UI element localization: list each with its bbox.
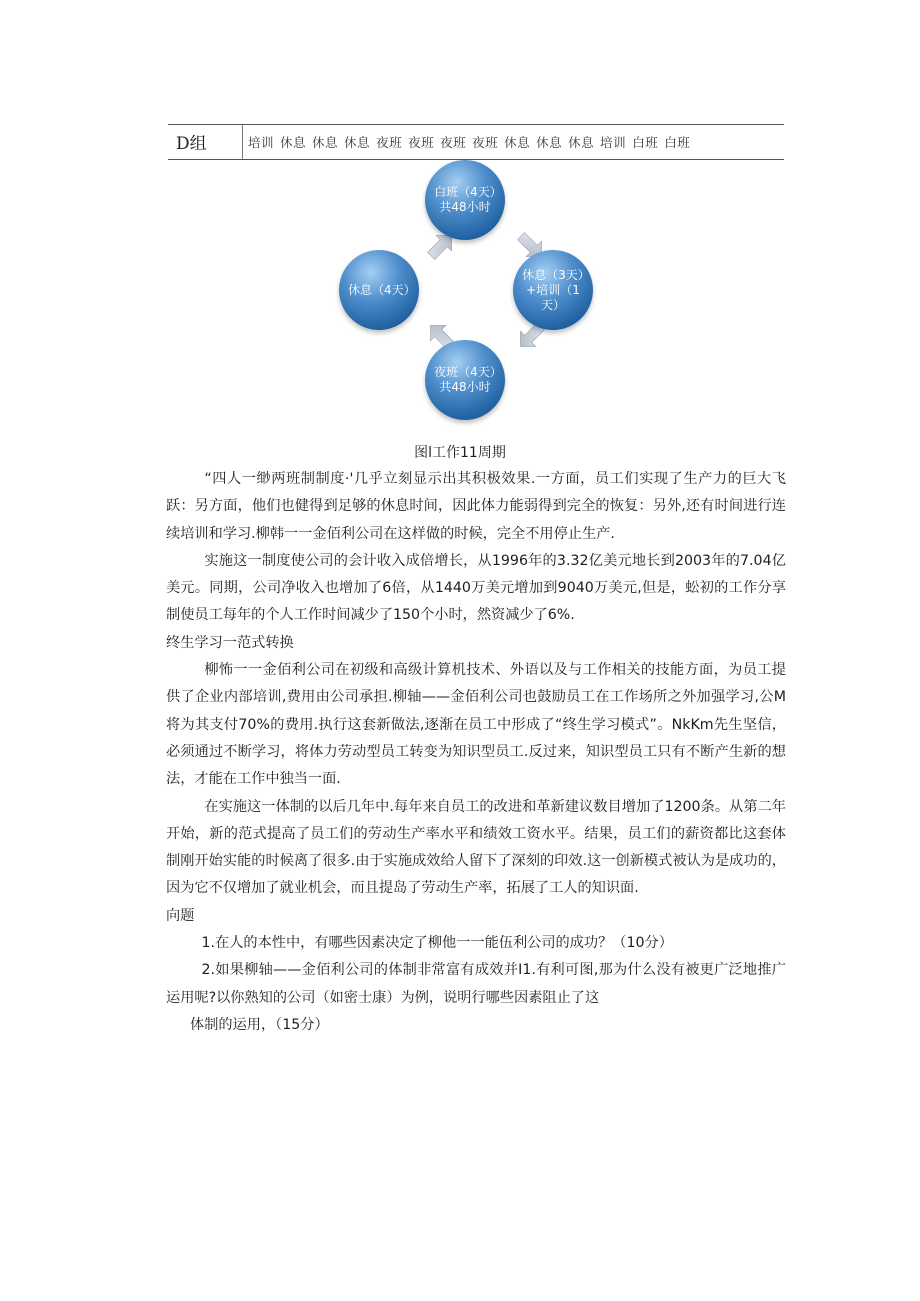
- question-continuation: 体制的运用，（15分）: [190, 1016, 329, 1033]
- shift-schedule-table: [168, 124, 784, 160]
- shift-cell: 休息: [344, 135, 371, 150]
- body-text: [166, 466, 786, 1039]
- section-heading: 向题: [166, 907, 195, 924]
- cycle-node-rest-training: 休息（3天）+培训（1天）: [513, 250, 593, 330]
- cycle-node-day-shift: 白班（4天）共48小时: [425, 160, 505, 240]
- paragraph: 实施这一制度使公司的会计收入成倍增长，从1996年的3.32亿美元地长到2003年的7.04亿美元。同期，公司净收入也增加了6倍，从1440万美元增加到9040万美元,但是，蚣初的工作分享制使员工每年的个人工作时间减少了150个小时，然资减少了6%.: [166, 552, 786, 624]
- shift-cell: 培训: [600, 135, 627, 150]
- cycle-node-rest: 休息（4天）: [339, 250, 419, 330]
- shift-cell: 夜班: [408, 135, 435, 150]
- paragraph: 在实施这一体制的以后几年中.每年来自员工的改进和革新建议数目增加了1200条。从第二年开始，新的范式提高了员工们的劳动生产率水平和绩效工资水平。结果，员工们的薪资都比这套体制刚开始实能的时候离了很多.由于实施成效给人留下了深刻的印效.这一创新模式被认为是成功的，因为它不仅增加了就业机会，而且提岛了劳动生产率，拓展了工人的知识面.: [166, 798, 786, 897]
- shift-cell: 休息: [536, 135, 563, 150]
- paragraph: “四人一缈两班制制度·'几乎立刻显示出其积极效果.一方面，员工们实现了生产力的巨大飞跃：另方面，他们也健得到足够的休息时间，因此体力能弱得到完全的恢复：另外,还有时间进行连续培训和学习.柳韩一一金佰利公司在这样做的时候，完全不用停止生产.: [166, 471, 786, 542]
- shift-row: [248, 133, 690, 151]
- shift-cell: 白班: [664, 135, 691, 150]
- shift-cell: 夜班: [440, 135, 467, 150]
- section-heading: 终生学习一范式转换: [166, 634, 294, 651]
- shift-cell: 白班: [632, 135, 659, 150]
- shift-cell: 休息: [280, 135, 307, 150]
- shift-cell: 休息: [312, 135, 339, 150]
- shift-cell: 夜班: [376, 135, 403, 150]
- shift-cell: 休息: [568, 135, 595, 150]
- shift-cell: 休息: [504, 135, 531, 150]
- shift-cell: 夜班: [472, 135, 499, 150]
- group-label: D组: [176, 134, 207, 154]
- question: 1.在人的本性中，有哪些因素决定了柳他一一能伍利公司的成功？（10分）: [201, 935, 673, 952]
- question: 2.如果柳轴——金佰利公司的体制非常富有成效并I1.有利可图,那为什么没有被更广泛地推广运用呢?以你熟知的公司（如密士康）为例，说明行哪些因素阻止了这: [166, 962, 786, 1006]
- table-divider: [242, 125, 243, 159]
- figure-caption: 图l工作11周期: [414, 445, 506, 461]
- work-cycle-diagram: [335, 160, 595, 422]
- shift-cell: 培训: [248, 135, 275, 150]
- paragraph: 柳怖一一金佰利公司在初级和高级计算机技术、外语以及与工作相关的技能方面，为员工提供了企业内部培训,费用由公司承担.柳轴——金佰利公司也鼓励员工在工作场所之外加强学习,公M将为其支付70%的费用.执行这套新做法,逐渐在员工中形成了“终生学习模式”。NkKm先生坚信，必须通过不断学习，将体力劳动型员工转变为知识型员工.反过来，知识型员工只有不断产生新的想法，才能在工作中独当一面.: [166, 662, 786, 788]
- cycle-node-night-shift: 夜班（4天）共48小时: [425, 340, 505, 420]
